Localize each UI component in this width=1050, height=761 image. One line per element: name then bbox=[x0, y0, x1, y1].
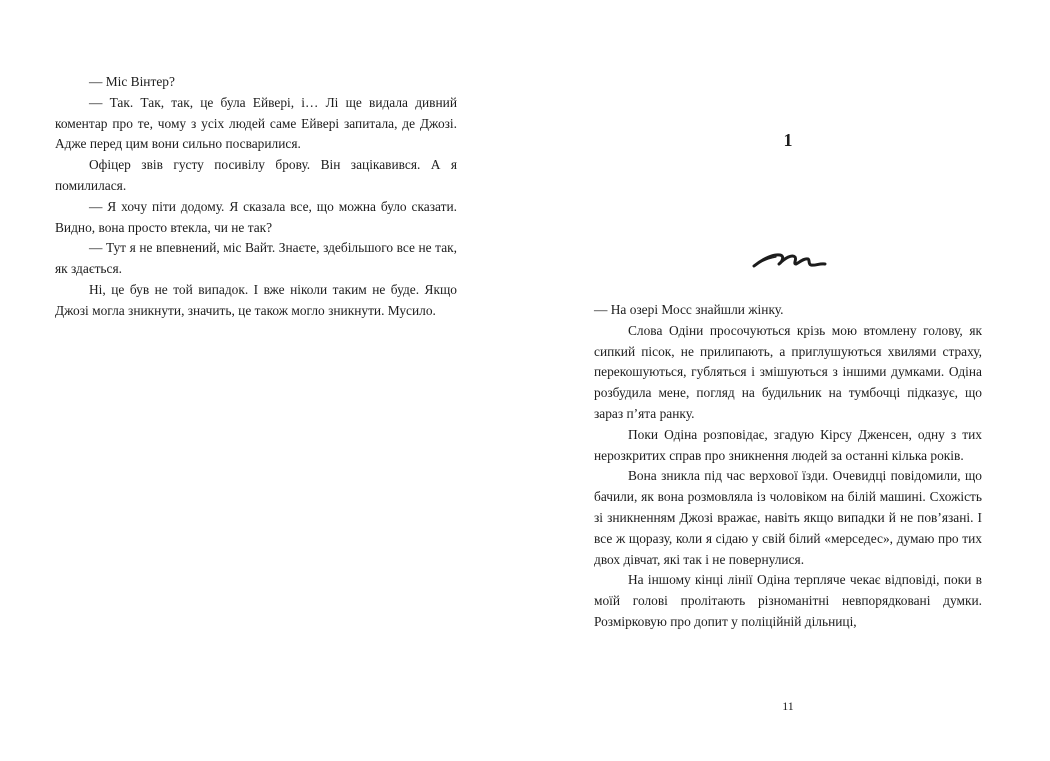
right-paragraph-5: На іншому кінці лінії Одіна терпляче чекає відповіді, поки в моїй голові пролітають різноманітні невпорядковані думки. Розмірковую про допит у поліційній дільниці, bbox=[594, 572, 982, 629]
left-page bbox=[55, 72, 457, 322]
right-paragraph-3: Поки Одіна розповідає, згадую Кірсу Дженсен, одну з тих нерозкритих справ про зникнення людей за останні кілька років. bbox=[594, 426, 982, 463]
left-paragraph-1: — Міс Вінтер? bbox=[89, 74, 175, 89]
page-number: 11 bbox=[782, 699, 794, 713]
chapter-text bbox=[594, 300, 982, 633]
left-paragraph-5: — Тут я не впевнений, міс Вайт. Знаєте, здебільшого все не так, як здається. bbox=[55, 240, 457, 277]
right-paragraph-1: — На озері Мосс знайшли жінку. bbox=[594, 302, 784, 317]
left-paragraph-2: — Так. Так, так, це була Ейвері, і… Лі ще видала дивний коментар про те, чому з усіх людей саме Ейвері запитала, де Джозі. Адже перед цим вони сильно посварилися. bbox=[55, 94, 457, 152]
chapter-number: 1 bbox=[783, 130, 793, 150]
right-paragraph-2: Слова Одіни просочуються крізь мою втомлену голову, як сипкий пісок, не прилипають, а приглушуються хвилями страху, перекошуються, губляться і змішуються з іншими думками. Одіна розбудила мене, погляд на будильник на тумбочці підказує, що зараз п’ята ранку. bbox=[594, 322, 982, 421]
right-paragraph-4: Вона зникла під час верхової їзди. Очевидці повідомили, що бачили, як вона розмовляла із чоловіком на білій машині. Схожість зі зникненням Джозі вражає, навіть якщо випадки й не пов’язані. І все ж щоразу, коли я сідаю у свій білий «мерседес», думаю про тих двох дівчат, які так і не повернулися. bbox=[594, 468, 982, 567]
left-paragraph-6: Ні, це був не той випадок. І вже ніколи таким не буде. Якщо Джозі могла зникнути, значить, це також могло зникнути. Мусило. bbox=[55, 281, 457, 318]
scroll-flourish-icon bbox=[752, 244, 828, 274]
left-paragraph-3: Офіцер звів густу посивілу брову. Він зацікавився. А я помилилася. bbox=[55, 157, 457, 193]
left-paragraph-4: — Я хочу піти додому. Я сказала все, що можна було сказати. Видно, вона просто втекла, чи не так? bbox=[55, 198, 457, 235]
